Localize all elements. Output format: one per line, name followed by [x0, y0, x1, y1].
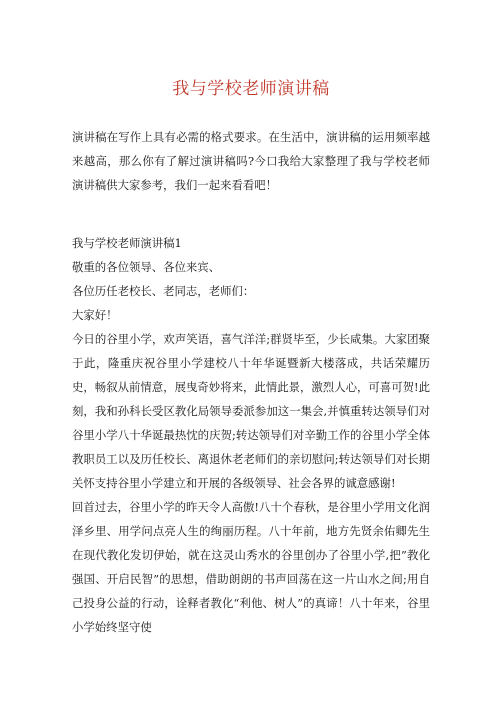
document-title: 我与学校老师演讲稿: [172, 79, 330, 99]
greeting-line: 敬重的各位领导、各位来宾、: [72, 260, 221, 274]
section-title: 我与学校老师演讲稿1: [72, 236, 182, 250]
body-paragraph: 今日的谷里小学，欢声笑语，喜气洋洋;群贤毕至，少长咸集。大家团聚于此，隆重庆祝谷里小学建校八十年华诞暨新大楼落成，共话荣耀历史，畅叙从前情意，展曳奇妙将来，此情此景，激烈人心，可喜可贺!此刻，我和孙科长受区教化局领导委派参加这一集会,并慎重转达领导们对谷里小学八十华诞最热忱的庆贺;转达领导们对辛勤工作的谷里小学全体教职员工以及历任校长、离退休老老师们的亲切慰问;转达领导们对长期关怀支持谷里小学建立和开展的各级领导、社会各界的诚意感谢!: [72, 332, 430, 490]
greeting-line: 各位历任老校长、老同志，老师们：: [72, 284, 255, 298]
body-paragraph: 回首过去，谷里小学的昨天令人高傲!八十个春秋，是谷里小学用文化润泽乡里、用学问点亮人生的绚丽历程。八十年前，地方先贤余佑卿先生在现代教化发切伊始，就在这灵山秀水的谷里创办了谷里小学,把”教化强国、开启民智”的思想，借助朗朗的书声回荡在这一片山水之间;用自己投身公益的行动，诠释者教化“利他、树人”的真谛！八十年来，谷里小学始终坚守使: [72, 500, 430, 634]
intro-paragraph: 演讲稿在写作上具有必需的格式要求。在生活中，演讲稿的运用频率越来越高，那么你有了解过演讲稿吗?今口我给大家整理了我与学校老师演讲稿供大家参考，我们一起来看看吧！: [72, 130, 430, 192]
greeting-line: 大家好！: [72, 308, 118, 322]
